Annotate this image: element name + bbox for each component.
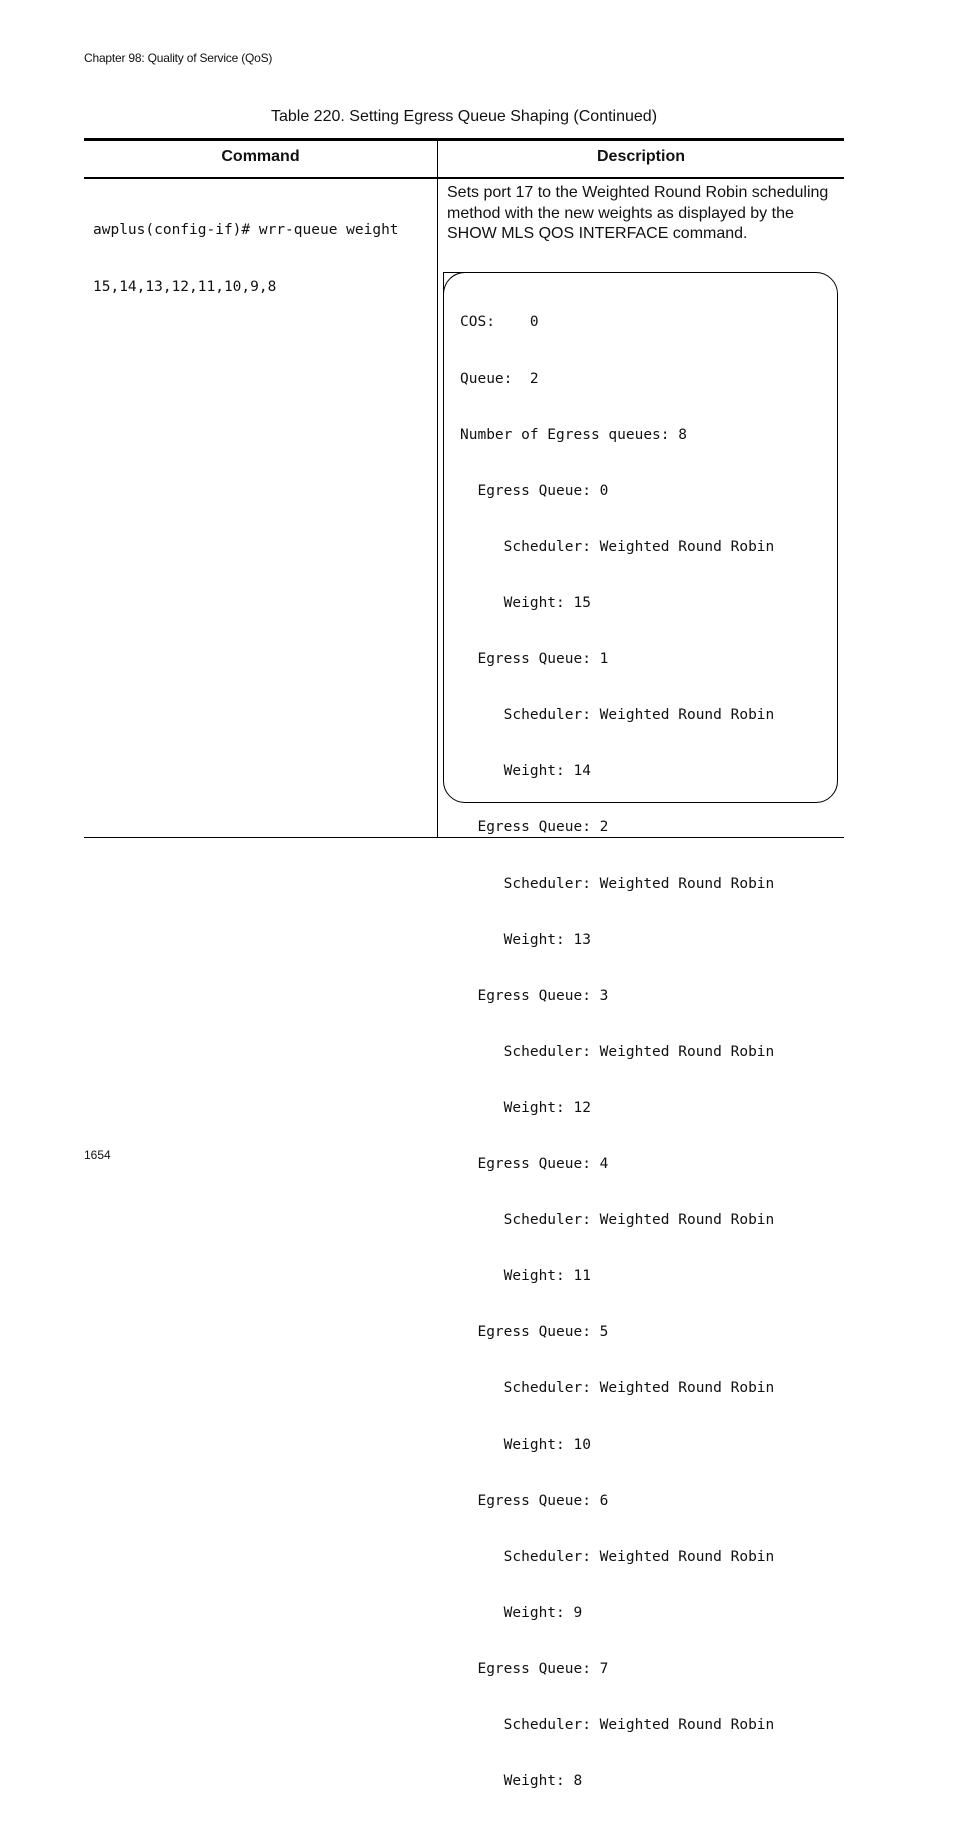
output-line: Weight: 12	[460, 1099, 591, 1116]
output-line: Scheduler: Weighted Round Robin	[460, 1380, 775, 1397]
output-line: Weight: 9	[460, 1604, 583, 1621]
column-header-command: Command	[221, 148, 300, 165]
output-line: Weight: 11	[460, 1268, 591, 1285]
command-output-box	[443, 272, 838, 1790]
output-line: Weight: 10	[460, 1436, 591, 1453]
command-output	[460, 276, 774, 1828]
command-line: 15,14,13,12,11,10,9,8	[93, 279, 277, 295]
output-line: Egress Queue: 6	[460, 1492, 609, 1509]
page-number: 1654	[84, 1148, 111, 1162]
output-line: Scheduler: Weighted Round Robin	[460, 875, 775, 892]
output-line: Weight: 15	[460, 594, 591, 611]
command-line: awplus(config-if)# wrr-queue weight	[93, 222, 399, 238]
output-line: Egress Queue: 3	[460, 987, 609, 1004]
column-header-description: Description	[596, 148, 685, 165]
output-line: Number of Egress queues: 8	[460, 426, 687, 443]
output-line: Scheduler: Weighted Round Robin	[460, 1717, 775, 1734]
table-top-rule	[84, 138, 844, 141]
output-line: COS: 0	[460, 314, 539, 331]
output-line: Queue: 2	[460, 370, 539, 387]
header-separator-rule	[84, 177, 844, 179]
output-line: Scheduler: Weighted Round Robin	[460, 707, 775, 724]
output-line: Egress Queue: 0	[460, 482, 609, 499]
table-bottom-rule	[84, 837, 844, 838]
output-line: Egress Queue: 5	[460, 1324, 609, 1341]
output-line: Egress Queue: 1	[460, 651, 609, 668]
output-line: Weight: 8	[460, 1773, 583, 1790]
output-line: Weight: 14	[460, 763, 591, 780]
table-caption: Table 220. Setting Egress Queue Shaping (Continued)	[270, 108, 658, 125]
description-text: Sets port 17 to the Weighted Round Robin scheduling method with the new weights as displayed by the SHOW MLS QOS INTERFACE command.	[447, 184, 829, 242]
output-line: Egress Queue: 4	[460, 1156, 609, 1173]
output-line: Scheduler: Weighted Round Robin	[460, 538, 775, 555]
output-line: Weight: 13	[460, 931, 591, 948]
output-line: Scheduler: Weighted Round Robin	[460, 1043, 775, 1060]
output-line: Egress Queue: 2	[460, 819, 609, 836]
column-divider	[437, 141, 438, 838]
output-line: Scheduler: Weighted Round Robin	[460, 1212, 775, 1229]
running-header: Chapter 98: Quality of Service (QoS)	[84, 51, 273, 65]
output-line: Egress Queue: 7	[460, 1661, 609, 1678]
output-line: Scheduler: Weighted Round Robin	[460, 1548, 775, 1565]
command-cell	[93, 183, 433, 335]
